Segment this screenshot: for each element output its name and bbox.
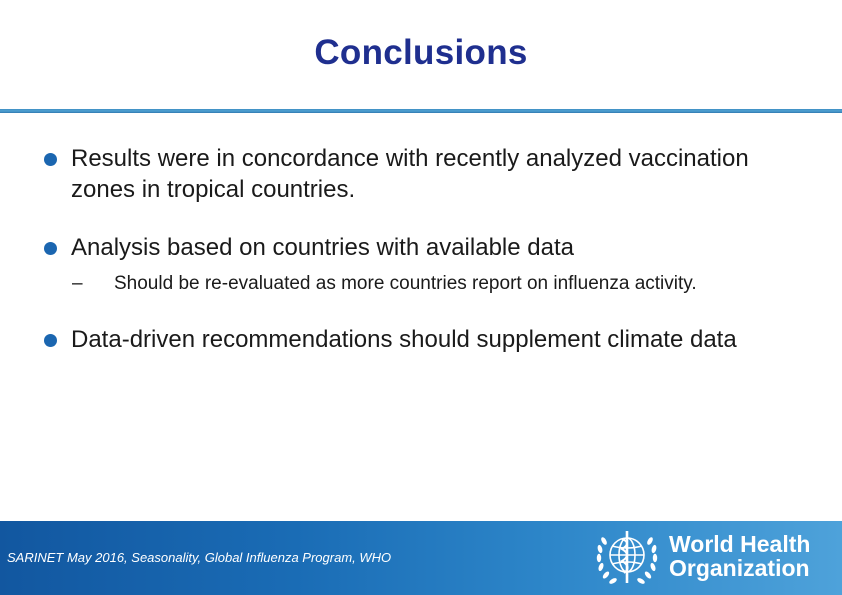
bullet-dot-icon <box>44 334 57 347</box>
bullet-text-3: Data-driven recommendations should supplement climate data <box>71 326 737 353</box>
bullet-item-3 <box>44 324 804 355</box>
who-emblem-icon <box>591 525 663 589</box>
bullet-dot-icon <box>44 153 57 166</box>
bullet-item-1 <box>44 143 804 205</box>
title-underline-rule <box>0 109 842 113</box>
who-wordmark-line-2: Organization <box>669 555 810 581</box>
sub-bullet-item <box>72 272 764 296</box>
footer-citation: SARINET May 2016, Seasonality, Global Influenza Program, WHO <box>7 550 392 565</box>
bullet-dot-icon <box>44 242 57 255</box>
who-wordmark <box>669 532 810 580</box>
bullet-text-1: Results were in concordance with recently analyzed vaccination zones in tropical countries. <box>71 145 749 203</box>
bullet-list <box>44 143 804 355</box>
footer-band <box>0 521 842 595</box>
sub-bullet-text: Should be re-evaluated as more countries report on influenza activity. <box>114 273 697 294</box>
sub-bullet-dash-icon: – <box>72 273 83 294</box>
slide-title: Conclusions <box>314 33 528 72</box>
who-wordmark-line-1: World Health <box>669 531 811 557</box>
bullet-text-2: Analysis based on countries with available data <box>71 234 574 261</box>
bullet-item-2 <box>44 232 804 263</box>
